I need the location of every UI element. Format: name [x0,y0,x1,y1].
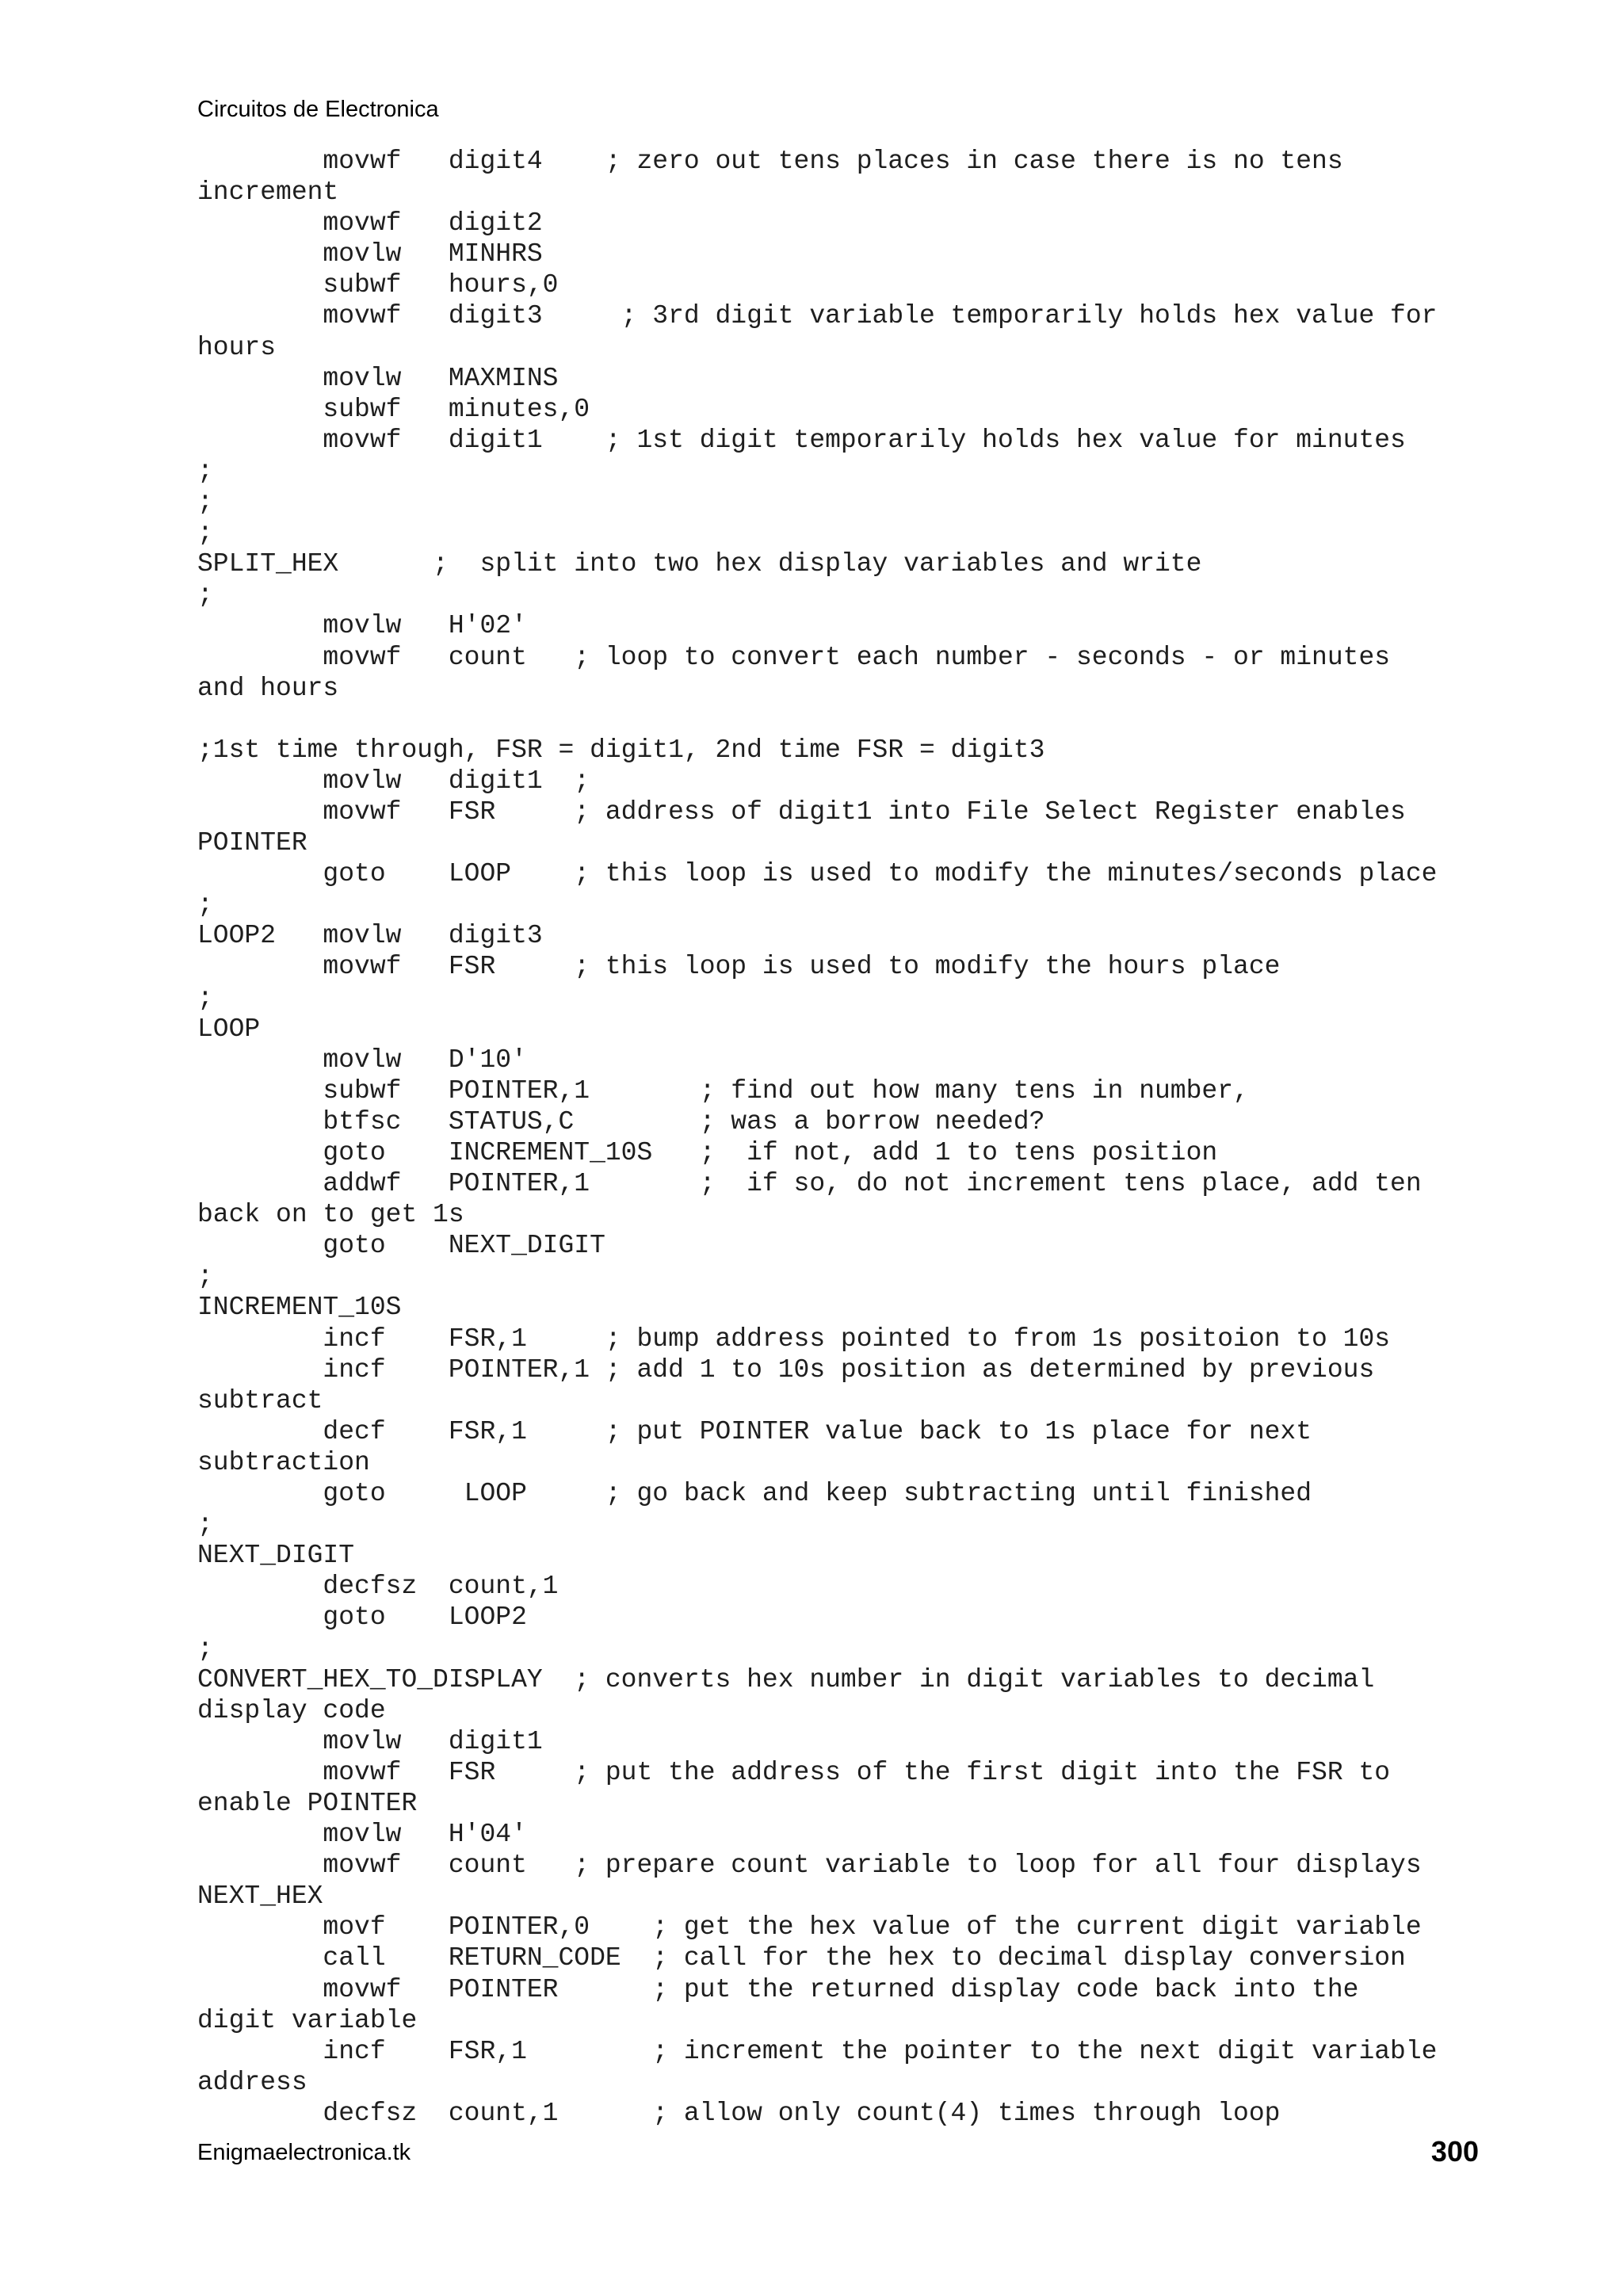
assembly-code-listing: movwf digit4 ; zero out tens places in case there is no tens increment movwf digit2 movlw MINHRS subwf hours,0 movwf digit3 ; 3rd digit variable temporarily holds hex value for hours movlw MAXMINS subwf minutes,0 movwf digit1 ; 1st digit temporarily holds hex value for minutes ; ; ; SPLIT_HEX ; split into two hex display variables and write ; movlw H'02' movwf count ; loop to convert each number - seconds - or minutes and hours ;1st time through, FSR = digit1, 2nd time FSR = digit3 movlw digit1 ; movwf FSR ; address of digit1 into File Select Register enables POINTER goto LOOP ; this loop is used to modify the minutes/seconds place ; LOOP2 movlw digit3 movwf FSR ; this loop is used to modify the hours place ; LOOP movlw D'10' subwf POINTER,1 ; find out how many tens in number, btfsc STATUS,C ; was a borrow needed? goto INCREMENT_10S ; if not, add 1 to tens position addwf POINTER,1 ; if so, do not increment tens place, add ten back on to get 1s goto NEXT_DIGIT ; INCREMENT_10S incf FSR,1 ; bump address pointed to from 1s positoion to 10s incf POINTER,1 ; add 1 to 10s position as determined by previous subtract decf FSR,1 ; put POINTER value back to 1s place for next subtraction goto LOOP ; go back and keep subtracting until finished ; NEXT_DIGIT decfsz count,1 goto LOOP2 ; CONVERT_HEX_TO_DISPLAY ; converts hex number in digit variables to decimal display code movlw digit1 movwf FSR ; put the address of the first digit into the FSR to enable POINTER movlw H'04' movwf count ; prepare count variable to loop for all four displays NEXT_HEX movf POINTER,0 ; get the hex value of the current digit variable call RETURN_CODE ; call for the hex to decimal display conversion movwf POINTER ; put the returned display code back into the digit variable incf FSR,1 ; increment the pointer to the next digit variable address decfsz count,1 ; allow only count(4) times through loop [197,147,1438,2128]
running-header: Circuitos de Electronica [197,97,439,122]
footer-website: Enigmaelectronica.tk [197,2140,411,2165]
page-number: 300 [1430,2135,1479,2168]
